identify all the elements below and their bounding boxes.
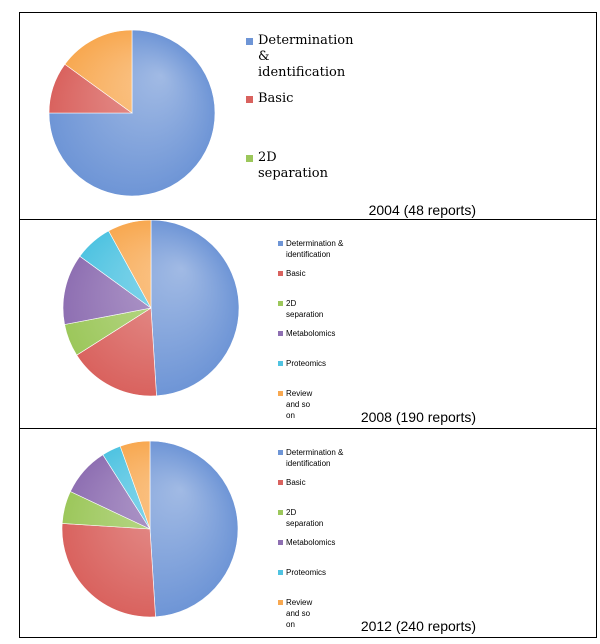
legend-label-proteomics: Proteomics: [286, 568, 327, 577]
legend-swatch-proteomics: [278, 570, 283, 575]
legend-label-determination: Determination & identification: [286, 239, 344, 259]
legend-swatch-2d-separation: [246, 155, 253, 162]
legend-label-review: Review and so on: [286, 598, 313, 629]
legend-item-determination: [278, 447, 361, 469]
legend-item-basic: [278, 477, 306, 488]
legend-label-basic: Basic: [286, 269, 306, 278]
chart-panel-2008: [19, 219, 597, 429]
legend-swatch-metabolomics: [278, 540, 283, 545]
legend-label-2d-separation: 2D separation: [286, 299, 324, 319]
legend-item-determination: [246, 33, 358, 81]
legend-swatch-basic: [278, 271, 283, 276]
legend-swatch-basic: [246, 96, 253, 103]
legend-label-metabolomics: Metabolomics: [286, 538, 336, 547]
legend-label-determination: Determination & identification: [258, 33, 354, 80]
legend-label-2d-separation: 2D separation: [286, 508, 324, 528]
pie-slice-determination: [151, 220, 239, 396]
legend-item-basic: [246, 91, 293, 107]
legend-swatch-review: [278, 600, 283, 605]
pie-slice-determination: [150, 441, 238, 617]
legend-label-2d-separation: 2D separation: [258, 150, 328, 181]
pie-chart-2008: [20, 220, 260, 430]
legend-swatch-determination: [246, 38, 253, 45]
legend-item-basic: [278, 268, 306, 279]
legend-item-2d-separation: [278, 298, 323, 320]
chart-title-2008: 2008 (190 reports): [360, 409, 476, 425]
legend-item-proteomics: [278, 358, 326, 369]
legend-label-basic: Basic: [286, 478, 306, 487]
chart-panel-2004: [19, 12, 597, 220]
legend-swatch-determination: [278, 450, 283, 455]
legend-swatch-review: [278, 391, 283, 396]
legend-item-2d-separation: [246, 150, 328, 182]
pie-slice-basic: [62, 523, 156, 617]
legend-label-proteomics: Proteomics: [286, 359, 327, 368]
legend-item-review: [278, 597, 312, 630]
chart-title-2012: 2012 (240 reports): [360, 618, 476, 634]
legend-item-review: [278, 388, 312, 421]
legend-item-metabolomics: [278, 328, 335, 339]
chart-panel-2012: [19, 428, 597, 638]
legend-swatch-metabolomics: [278, 331, 283, 336]
legend-swatch-2d-separation: [278, 510, 283, 515]
legend-swatch-determination: [278, 241, 283, 246]
legend-swatch-2d-separation: [278, 301, 283, 306]
legend-item-metabolomics: [278, 537, 335, 548]
legend-item-proteomics: [278, 567, 326, 578]
legend-swatch-basic: [278, 480, 283, 485]
pie-chart-2012: [20, 429, 260, 639]
pie-chart-2004: [20, 13, 260, 221]
legend-label-metabolomics: Metabolomics: [286, 329, 336, 338]
legend-label-determination: Determination & identification: [286, 448, 344, 468]
legend-item-determination: [278, 238, 361, 260]
chart-title-2004: 2004 (48 reports): [368, 202, 476, 218]
legend-swatch-proteomics: [278, 361, 283, 366]
legend-label-review: Review and so on: [286, 389, 313, 420]
legend-label-basic: Basic: [258, 91, 294, 106]
legend-item-2d-separation: [278, 507, 323, 529]
